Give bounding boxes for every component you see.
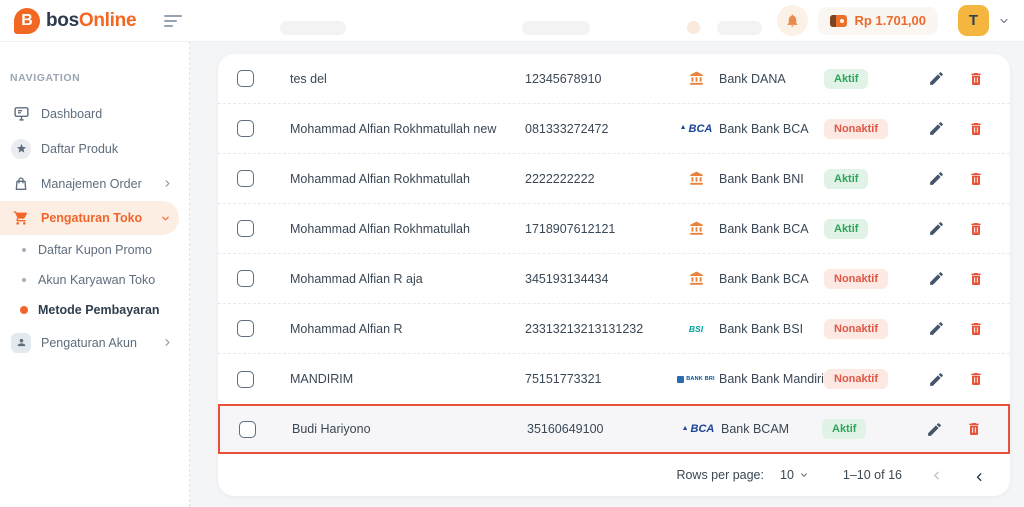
bank-logo [677, 171, 715, 186]
sidebar-subitem-daftar-kupon-promo[interactable] [0, 235, 189, 265]
delete-button[interactable] [964, 267, 988, 291]
row-checkbox[interactable] [237, 170, 254, 187]
bank-logo [679, 423, 717, 435]
payment-method-name: Mohammad Alfian Rokhmatullah [290, 171, 470, 186]
edit-button[interactable] [924, 67, 948, 91]
bca-logo: ▲ BCA [679, 122, 713, 135]
person-icon [10, 333, 32, 353]
chevron-down-icon [799, 470, 809, 480]
status-badge: Nonaktif [824, 269, 888, 289]
topbar-right-cluster [777, 5, 1010, 36]
status-badge: Aktif [824, 219, 868, 239]
row-checkbox[interactable] [237, 270, 254, 287]
sidebar-item-dashboard[interactable] [0, 96, 189, 131]
main-content [190, 42, 1024, 507]
bank-building-icon [689, 271, 704, 286]
chevron-right-icon [162, 337, 173, 348]
profile-chevron-down-icon[interactable] [998, 15, 1010, 27]
bank-name: Bank Bank BNI [719, 171, 804, 186]
sidebar-subitem-metode-pembayaran[interactable] [0, 295, 189, 325]
bank-logo [677, 376, 715, 383]
notification-button[interactable] [777, 5, 808, 36]
skeleton-pill [280, 21, 346, 35]
wallet-balance: Rp 1.701,00 [854, 13, 926, 28]
edit-button[interactable] [924, 317, 948, 341]
payment-method-name: Mohammad Alfian R [290, 321, 403, 336]
account-number: 75151773321 [525, 372, 602, 386]
sidebar-item-pengaturan-toko[interactable] [0, 201, 179, 235]
wallet-balance-button[interactable] [818, 7, 938, 35]
edit-button[interactable] [924, 367, 948, 391]
trash-icon [968, 321, 984, 337]
pencil-icon [928, 371, 945, 388]
bank-name: Bank Bank BCA [719, 271, 809, 286]
trash-icon [966, 421, 982, 437]
shopping-cart-icon [10, 210, 32, 226]
sidebar-item-label: Akun Karyawan Toko [38, 273, 156, 287]
delete-button[interactable] [962, 417, 986, 441]
user-avatar[interactable]: T [958, 5, 989, 36]
bank-logo [677, 324, 715, 334]
bullet-icon [22, 278, 26, 282]
edit-button[interactable] [924, 267, 948, 291]
star-circle-icon [10, 139, 32, 159]
skeleton-pill [717, 21, 762, 35]
sidebar-item-label: Pengaturan Toko [41, 211, 143, 225]
sidebar-item-label: Dashboard [41, 106, 103, 121]
trash-icon [968, 221, 984, 237]
trash-icon [968, 71, 984, 87]
table-row [218, 104, 1010, 154]
brand-logo-icon: B [14, 8, 40, 34]
bank-name: Bank Bank BCA [719, 121, 809, 136]
delete-button[interactable] [964, 217, 988, 241]
delete-button[interactable] [964, 167, 988, 191]
pencil-icon [928, 70, 945, 87]
skeleton-dot [687, 21, 700, 34]
pencil-icon [928, 120, 945, 137]
sidebar-item-label: Daftar Kupon Promo [38, 243, 152, 257]
delete-button[interactable] [964, 67, 988, 91]
table-row [218, 254, 1010, 304]
table-row [218, 54, 1010, 104]
bank-name: Bank DANA [719, 71, 786, 86]
status-badge: Nonaktif [824, 369, 888, 389]
delete-button[interactable] [964, 117, 988, 141]
pagination-range: 1–10 of 16 [842, 468, 902, 482]
next-page-button[interactable] [971, 469, 984, 482]
payment-methods-table [218, 54, 1010, 454]
row-checkbox[interactable] [237, 320, 254, 337]
sidebar [0, 42, 190, 507]
pencil-icon [928, 270, 945, 287]
status-badge: Nonaktif [824, 319, 888, 339]
trash-icon [968, 371, 984, 387]
trash-icon [968, 121, 984, 137]
edit-button[interactable] [924, 217, 948, 241]
account-number: 1718907612121 [525, 221, 616, 236]
account-number: 23313213213131232 [525, 321, 644, 336]
wallet-icon [830, 15, 847, 27]
bca-logo: ▲ BCA [681, 423, 715, 435]
edit-button[interactable] [924, 117, 948, 141]
bank-logo [677, 123, 715, 135]
payment-method-name: MANDIRIM [290, 372, 354, 386]
row-checkbox[interactable] [239, 421, 256, 438]
status-badge: Aktif [822, 419, 866, 439]
delete-button[interactable] [964, 317, 988, 341]
sidebar-item-label: Metode Pembayaran [38, 303, 160, 317]
bank-building-icon [689, 171, 704, 186]
status-badge: Aktif [824, 169, 868, 189]
bank-name: Bank Bank BCA [719, 221, 809, 236]
payment-methods-card [218, 54, 1010, 496]
brand-logo-text: bosOnline [46, 9, 137, 31]
bullet-icon [22, 248, 26, 252]
status-badge: Nonaktif [824, 119, 888, 139]
account-number: 35160649100 [527, 422, 604, 436]
dashboard-icon [10, 105, 32, 122]
pencil-icon [926, 421, 943, 438]
sidebar-section-label: NAVIGATION [10, 72, 81, 84]
pencil-icon [928, 170, 945, 187]
chevron-down-icon [160, 213, 171, 224]
skeleton-pill [522, 21, 590, 35]
payment-method-name: Mohammad Alfian Rokhmatullah [290, 221, 470, 236]
bell-icon [785, 13, 800, 28]
bank-building-icon [689, 71, 704, 86]
table-row [218, 404, 1010, 454]
account-number: 081333272472 [525, 121, 609, 136]
table-row [218, 204, 1010, 254]
row-checkbox[interactable] [237, 371, 254, 388]
edit-button[interactable] [924, 167, 948, 191]
sidebar-item-label: Pengaturan Akun [41, 335, 137, 350]
payment-method-name: Budi Hariyono [292, 422, 371, 436]
previous-page-button[interactable] [930, 469, 943, 482]
row-checkbox[interactable] [237, 70, 254, 87]
sidebar-item-pengaturan-akun[interactable] [0, 325, 189, 360]
bank-name: Bank Bank Mandiri [719, 372, 824, 386]
trash-icon [968, 171, 984, 187]
bank-logo [677, 71, 715, 86]
status-badge: Aktif [824, 69, 868, 89]
sidebar-item-label: Daftar Produk [41, 141, 119, 156]
bank-name: Bank Bank BSI [719, 321, 804, 336]
sidebar-item-label: Manajemen Order [41, 176, 142, 191]
sidebar-subitem-akun-karyawan-toko[interactable] [0, 265, 189, 295]
bank-name: Bank BCAM [721, 422, 790, 436]
sidebar-item-daftar-produk[interactable] [0, 131, 189, 166]
account-number: 2222222222 [525, 171, 595, 186]
topbar [0, 0, 1024, 42]
bri-logo: BANK BRI [677, 376, 715, 383]
chevron-right-icon [162, 178, 173, 189]
payment-method-name: Mohammad Alfian Rokhmatullah new [290, 121, 497, 136]
table-row [218, 354, 1010, 404]
bsi-logo: BSI [688, 323, 704, 334]
account-number: 345193134434 [525, 271, 609, 286]
row-checkbox[interactable] [237, 120, 254, 137]
edit-button[interactable] [922, 417, 946, 441]
bank-logo [677, 221, 715, 236]
sidebar-item-manajemen-order[interactable] [0, 166, 189, 201]
pencil-icon [928, 320, 945, 337]
sidebar-toggle-icon[interactable] [164, 15, 182, 27]
delete-button[interactable] [964, 367, 988, 391]
row-checkbox[interactable] [237, 220, 254, 237]
active-bullet-icon [20, 306, 28, 314]
account-number: 12345678910 [525, 71, 602, 86]
payment-method-name: Mohammad Alfian R aja [290, 271, 423, 286]
brand-logo[interactable] [14, 8, 136, 34]
trash-icon [968, 271, 984, 287]
rows-per-page-label: Rows per page: [676, 468, 764, 482]
rows-per-page-select[interactable]: 10 [780, 468, 809, 482]
shopping-bag-icon [10, 176, 32, 192]
table-row [218, 154, 1010, 204]
pencil-icon [928, 220, 945, 237]
bank-building-icon [689, 221, 704, 236]
table-row [218, 304, 1010, 354]
bank-logo [677, 271, 715, 286]
table-pagination [218, 454, 1010, 496]
payment-method-name: tes del [290, 71, 327, 86]
